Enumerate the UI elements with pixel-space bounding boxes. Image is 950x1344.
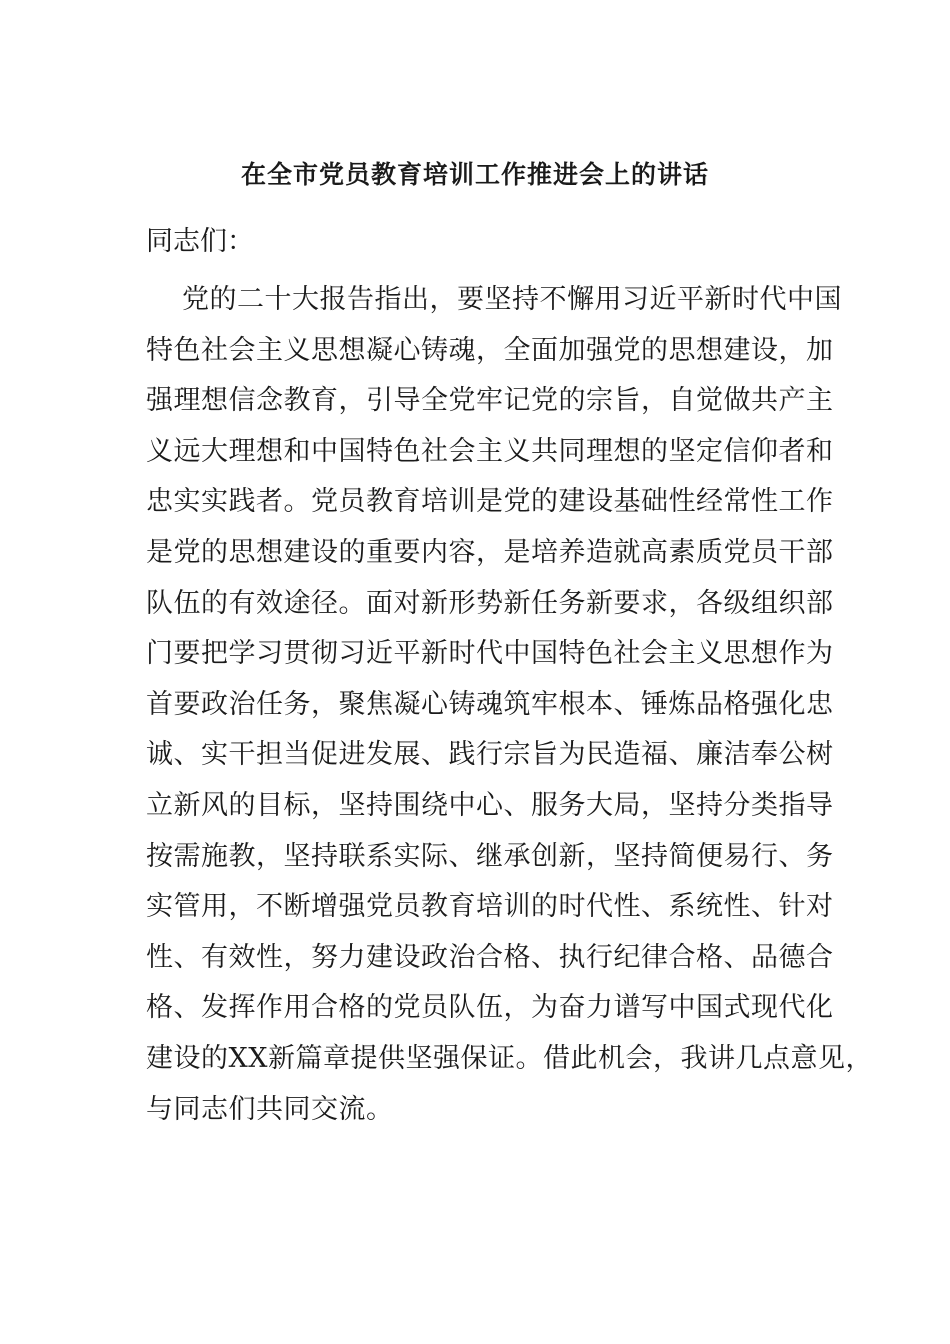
document-title: 在全市党员教育培训工作推进会上的讲话 [240, 160, 709, 189]
body-paragraph [0, 278, 950, 1138]
paragraph-line: 建设的XX新篇章提供坚强保证。借此机会，我讲几点意见， [146, 1042, 873, 1074]
paragraph-line: 诚、实干担当促进发展、践行宗旨为民造福、廉洁奉公树 [146, 739, 834, 771]
paragraph-line: 义远大理想和中国特色社会主义共同理想的坚定信仰者和 [146, 435, 834, 467]
paragraph-line: 按需施教，坚持联系实际、继承创新，坚持简便易行、务 [146, 840, 834, 872]
paragraph-line: 性、有效性，努力建设政治合格、执行纪律合格、品德合 [146, 941, 834, 973]
paragraph-line: 格、发挥作用合格的党员队伍，为奋力谱写中国式现代化 [146, 992, 834, 1024]
salutation: 同志们： [146, 226, 254, 257]
paragraph-line: 与同志们共同交流。 [146, 1093, 394, 1125]
paragraph-line: 忠实实践者。党员教育培训是党的建设基础性经常性工作 [146, 486, 834, 518]
paragraph-line: 队伍的有效途径。面对新形势新任务新要求，各级组织部 [146, 587, 834, 619]
paragraph-line: 党的二十大报告指出，要坚持不懈用习近平新时代中国 [182, 284, 842, 315]
paragraph-line: 首要政治任务，聚焦凝心铸魂筑牢根本、锤炼品格强化忠 [146, 688, 834, 720]
paragraph-line: 立新风的目标，坚持围绕中心、服务大局，坚持分类指导 [146, 789, 834, 821]
paragraph-line: 实管用，不断增强党员教育培训的时代性、系统性、针对 [146, 891, 834, 923]
paragraph-line: 强理想信念教育，引导全党牢记党的宗旨，自觉做共产主 [146, 385, 834, 417]
paragraph-line: 门要把学习贯彻习近平新时代中国特色社会主义思想作为 [146, 638, 834, 670]
paragraph-line: 特色社会主义思想凝心铸魂，全面加强党的思想建设，加 [146, 334, 834, 366]
paragraph-line: 是党的思想建设的重要内容，是培养造就高素质党员干部 [146, 536, 834, 568]
